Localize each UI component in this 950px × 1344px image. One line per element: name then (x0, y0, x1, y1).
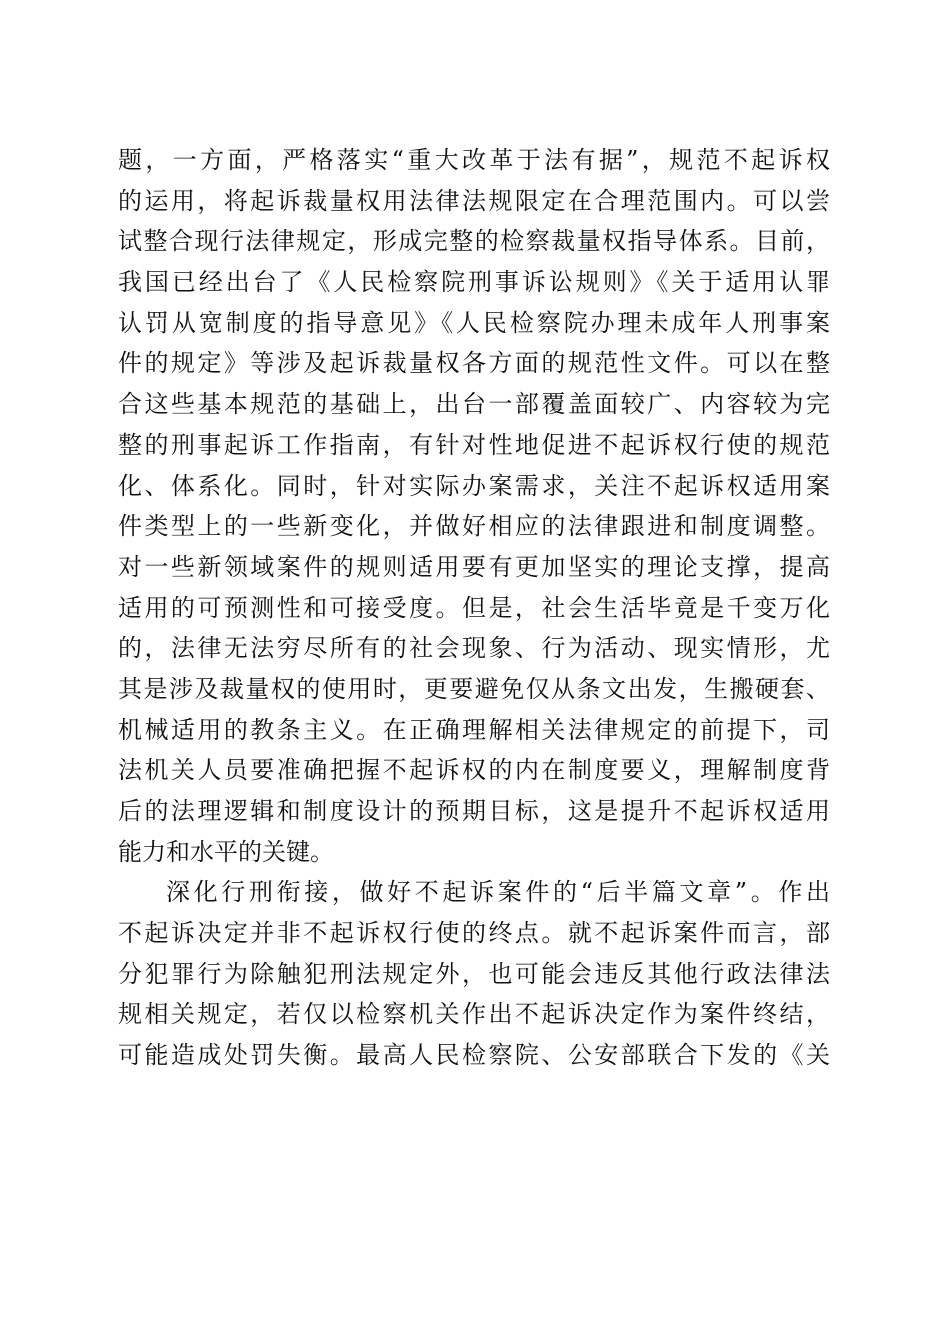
text-line: 的，法律无法穷尽所有的社会现象、行为活动、现实情形，尤 (118, 634, 830, 663)
text-line: 法机关人员要准确把握不起诉权的内在制度要义，理解制度背 (118, 756, 830, 785)
text-line: 认罚从宽制度的指导意见》《人民检察院办理未成年人刑事案 (118, 308, 830, 337)
text-line: 规相关规定，若仅以检察机关作出不起诉决定作为案件终结， (118, 1000, 830, 1029)
text-line: 件的规定》等涉及起诉裁量权各方面的规范性文件。可以在整 (118, 349, 830, 378)
text-line: 的运用，将起诉裁量权用法律法规限定在合理范围内。可以尝 (118, 186, 830, 215)
text-line: 件类型上的一些新变化，并做好相应的法律跟进和制度调整。 (118, 512, 830, 541)
text-line: 合这些基本规范的基础上，出台一部覆盖面较广、内容较为完 (118, 390, 830, 419)
paragraph-first-line: 深化行刑衔接，做好不起诉案件的“后半篇文章”。作出 (166, 878, 830, 907)
text-line: 化、体系化。同时，针对实际办案需求，关注不起诉权适用案 (118, 471, 830, 500)
text-line: 我国已经出台了《人民检察院刑事诉讼规则》《关于适用认罪 (118, 268, 830, 297)
paragraph-end-line: 能力和水平的关键。 (118, 837, 334, 866)
text-line: 对一些新领域案件的规则适用要有更加坚实的理论支撑，提高 (118, 552, 830, 581)
text-line: 整的刑事起诉工作指南，有针对性地促进不起诉权行使的规范 (118, 430, 830, 459)
text-line: 后的法理逻辑和制度设计的预期目标，这是提升不起诉权适用 (118, 797, 830, 825)
text-line: 机械适用的教条主义。在正确理解相关法律规定的前提下，司 (118, 715, 830, 744)
document-body (118, 140, 830, 1076)
text-line: 不起诉决定并非不起诉权行使的终点。就不起诉案件而言，部 (118, 919, 830, 948)
text-line: 试整合现行法律规定，形成完整的检察裁量权指导体系。目前， (118, 227, 830, 256)
text-line: 可能造成处罚失衡。最高人民检察院、公安部联合下发的《关 (118, 1041, 830, 1070)
text-line: 题，一方面，严格落实“重大改革于法有据”，规范不起诉权 (118, 146, 830, 174)
text-line: 适用的可预测性和可接受度。但是，社会生活毕竟是千变万化 (118, 593, 830, 622)
text-line: 其是涉及裁量权的使用时，更要避免仅从条文出发，生搬硬套、 (118, 674, 830, 703)
text-line: 分犯罪行为除触犯刑法规定外，也可能会违反其他行政法律法 (118, 959, 830, 988)
